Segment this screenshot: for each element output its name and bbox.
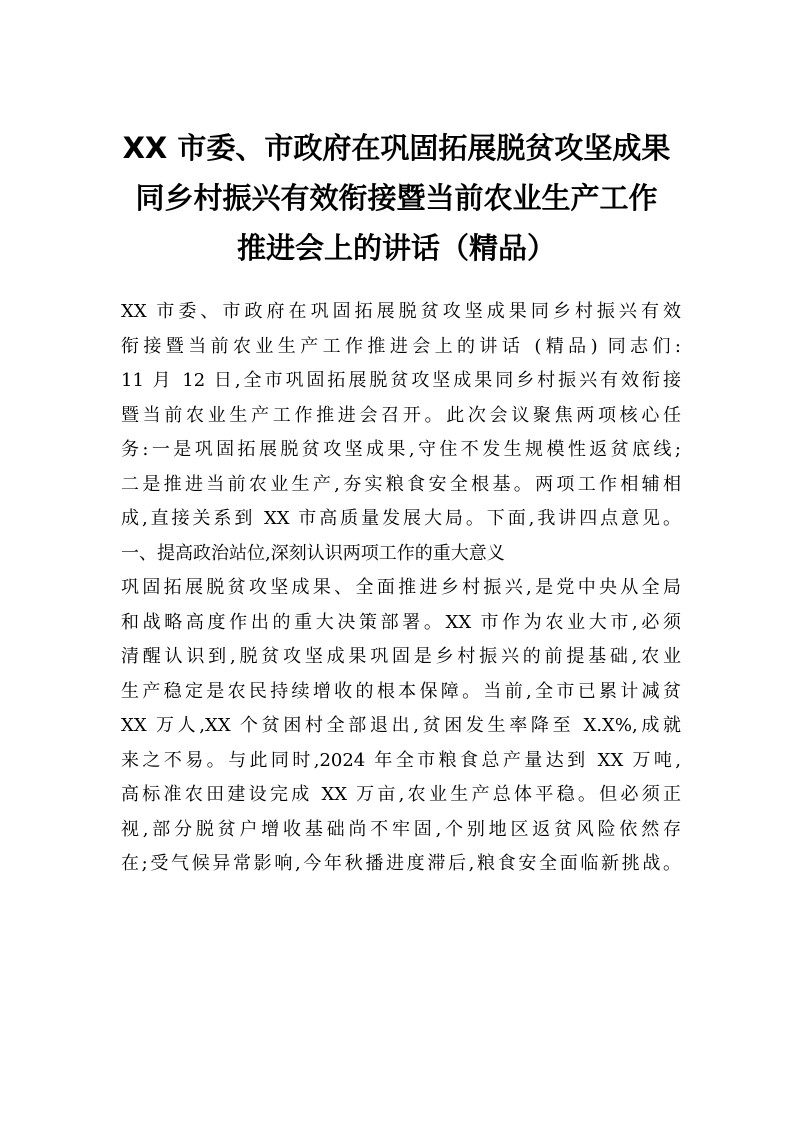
- body-line-6: 二是推进当前农业生产,夯实粮食安全根基。两项工作相辅相: [121, 473, 681, 495]
- title-line-1: XX 市委、市政府在巩固拓展脱贫攻坚成果: [122, 131, 671, 165]
- body-line-11: 清醒认识到,脱贫攻坚成果巩固是乡村振兴的前提基础,农业: [121, 646, 681, 667]
- body-line-13: XX 万人,XX 个贫困村全部退出,贫困发生率降至 X.X%,成就: [121, 715, 681, 736]
- body-line-17: 在;受气候异常影响,今年秋播进度滞后,粮食安全面临新挑战。: [121, 853, 681, 874]
- body-line-4: 暨当前农业生产工作推进会召开。此次会议聚焦两项核心任: [121, 404, 681, 426]
- document-title: [100, 123, 693, 273]
- title-line-3: 推进会上的讲话（精品）: [236, 231, 556, 265]
- body-line-5: 务:一是巩固拓展脱贫攻坚成果,守住不发生规模性返贫底线;: [121, 439, 681, 460]
- body-line-3: 11 月 12 日,全市巩固拓展脱贫攻坚成果同乡村振兴有效衔接: [121, 370, 681, 391]
- body-line-10: 和战略高度作出的重大决策部署。XX 市作为农业大市,必须: [121, 611, 681, 633]
- body-line-2: 衔接暨当前农业生产工作推进会上的讲话 (精品) 同志们:: [121, 335, 681, 357]
- body-line-14: 来之不易。与此同时,2024 年全市粮食总产量达到 XX 万吨,: [121, 749, 681, 771]
- body-line-9: 巩固拓展脱贫攻坚成果、全面推进乡村振兴,是党中央从全局: [121, 577, 681, 598]
- document-body: [121, 295, 681, 882]
- body-line-7: 成,直接关系到 XX 市高质量发展大局。下面,我讲四点意见。: [121, 508, 681, 529]
- section-heading-1: 一、提高政治站位,深刻认识两项工作的重大意义: [121, 542, 505, 564]
- body-line-1: XX 市委、市政府在巩固拓展脱贫攻坚成果同乡村振兴有效: [121, 301, 681, 322]
- title-line-2: 同乡村振兴有效衔接暨当前农业生产工作: [135, 181, 658, 215]
- body-line-16: 视,部分脱贫户增收基础尚不牢固,个别地区返贫风险依然存: [121, 818, 681, 840]
- body-line-15: 高标准农田建设完成 XX 万亩,农业生产总体平稳。但必须正: [121, 784, 681, 805]
- body-line-12: 生产稳定是农民持续增收的根本保障。当前,全市已累计减贫: [121, 680, 681, 702]
